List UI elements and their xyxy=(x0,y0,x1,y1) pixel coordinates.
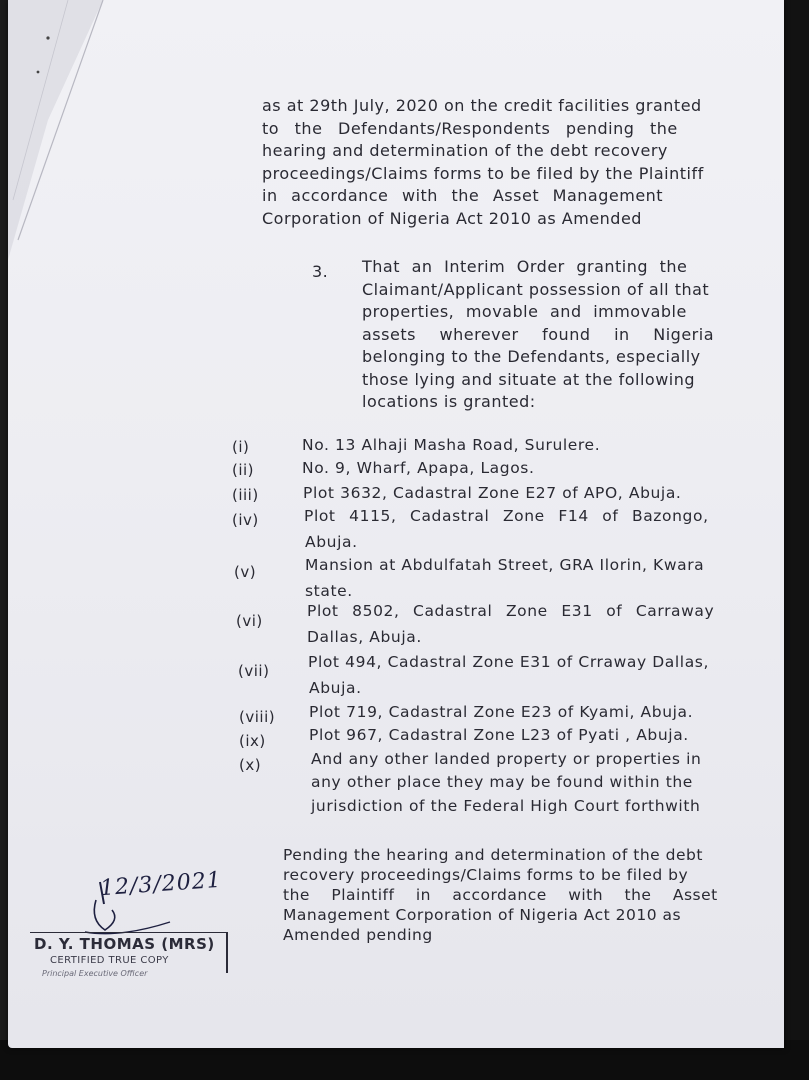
intro-line: to the Defendants/Respondents pending the xyxy=(262,118,678,138)
location-number: (x) xyxy=(239,756,262,774)
location-number: (ix) xyxy=(239,732,266,750)
location-line: Abuja. xyxy=(305,533,358,551)
stamp-certified-text: CERTIFIED TRUE COPY xyxy=(50,955,169,966)
order-line: belonging to the Defendants, especially xyxy=(362,347,701,366)
location-line: No. 13 Alhaji Masha Road, Surulere. xyxy=(302,436,601,454)
stamp-officer-name: D. Y. THOMAS (MRS) xyxy=(34,935,215,953)
pending-paragraph xyxy=(283,845,718,945)
intro-line: in accordance with the Asset Management xyxy=(262,186,664,205)
location-number: (viii) xyxy=(239,708,276,726)
order-line: locations is granted: xyxy=(362,392,536,411)
location-line: jurisdiction of the Federal High Court forthwith xyxy=(311,797,701,815)
pending-line: recovery proceedings/Claims forms to be filed by xyxy=(283,866,689,884)
background-edge-right xyxy=(780,0,809,1080)
location-number: (iv) xyxy=(232,511,259,529)
pending-line: Pending the hearing and determination of the debt xyxy=(283,846,703,864)
order-paragraph xyxy=(362,256,714,414)
location-line: Dallas, Abuja. xyxy=(307,628,422,646)
location-number: (ii) xyxy=(232,461,255,479)
location-line: Mansion at Abdulfatah Street, GRA Ilorin, Kwara xyxy=(305,556,705,574)
intro-paragraph xyxy=(262,95,704,230)
location-number: (v) xyxy=(234,563,257,581)
pending-line: the Plaintiff in accordance with the Asset xyxy=(283,886,718,904)
location-line: Plot 967, Cadastral Zone L23 of Pyati , Abuja. xyxy=(309,726,689,744)
location-line: Plot 3632, Cadastral Zone E27 of APO, Abuja. xyxy=(303,484,682,502)
location-line: any other place they may be found within the xyxy=(311,773,693,791)
location-line: Plot 4115, Cadastral Zone F14 of Bazongo, xyxy=(304,507,709,525)
handwritten-date: 12/3/2021 xyxy=(99,867,223,902)
order-line: those lying and situate at the following xyxy=(362,369,696,389)
location-line: And any other landed property or properties in xyxy=(311,750,702,768)
pending-line: Amended pending xyxy=(283,926,433,944)
order-line: That an Interim Order granting the xyxy=(362,257,688,276)
location-line: Plot 719, Cadastral Zone E23 of Kyami, Abuja. xyxy=(309,703,694,721)
order-line: Claimant/Applicant possession of all that xyxy=(362,279,710,299)
pending-line: Management Corporation of Nigeria Act 2010 as xyxy=(283,906,682,924)
order-line: properties, movable and immovable xyxy=(362,302,687,321)
intro-line: hearing and determination of the debt recovery xyxy=(262,141,668,160)
location-number: (vi) xyxy=(236,612,263,630)
location-number: (vii) xyxy=(238,662,270,680)
intro-line: Corporation of Nigeria Act 2010 as Amended xyxy=(262,208,642,228)
order-line: assets wherever found in Nigeria xyxy=(362,324,714,344)
location-line: Abuja. xyxy=(309,679,362,697)
stamp-title-text: Principal Executive Officer xyxy=(42,969,148,978)
location-line: Plot 494, Cadastral Zone E31 of Crraway Dallas, xyxy=(308,653,710,671)
intro-line: as at 29th July, 2020 on the credit facilities granted xyxy=(262,96,702,115)
page-fold-shading xyxy=(8,0,108,260)
location-number: (iii) xyxy=(232,486,259,504)
certification-stamp xyxy=(30,932,228,978)
intro-line: proceedings/Claims forms to be filed by the Plaintiff xyxy=(262,163,704,183)
location-number: (i) xyxy=(232,438,250,456)
order-number: 3. xyxy=(312,262,329,281)
location-line: state. xyxy=(305,582,353,600)
location-line: Plot 8502, Cadastral Zone E31 of Carraway xyxy=(307,602,715,620)
location-line: No. 9, Wharf, Apapa, Lagos. xyxy=(302,459,535,477)
